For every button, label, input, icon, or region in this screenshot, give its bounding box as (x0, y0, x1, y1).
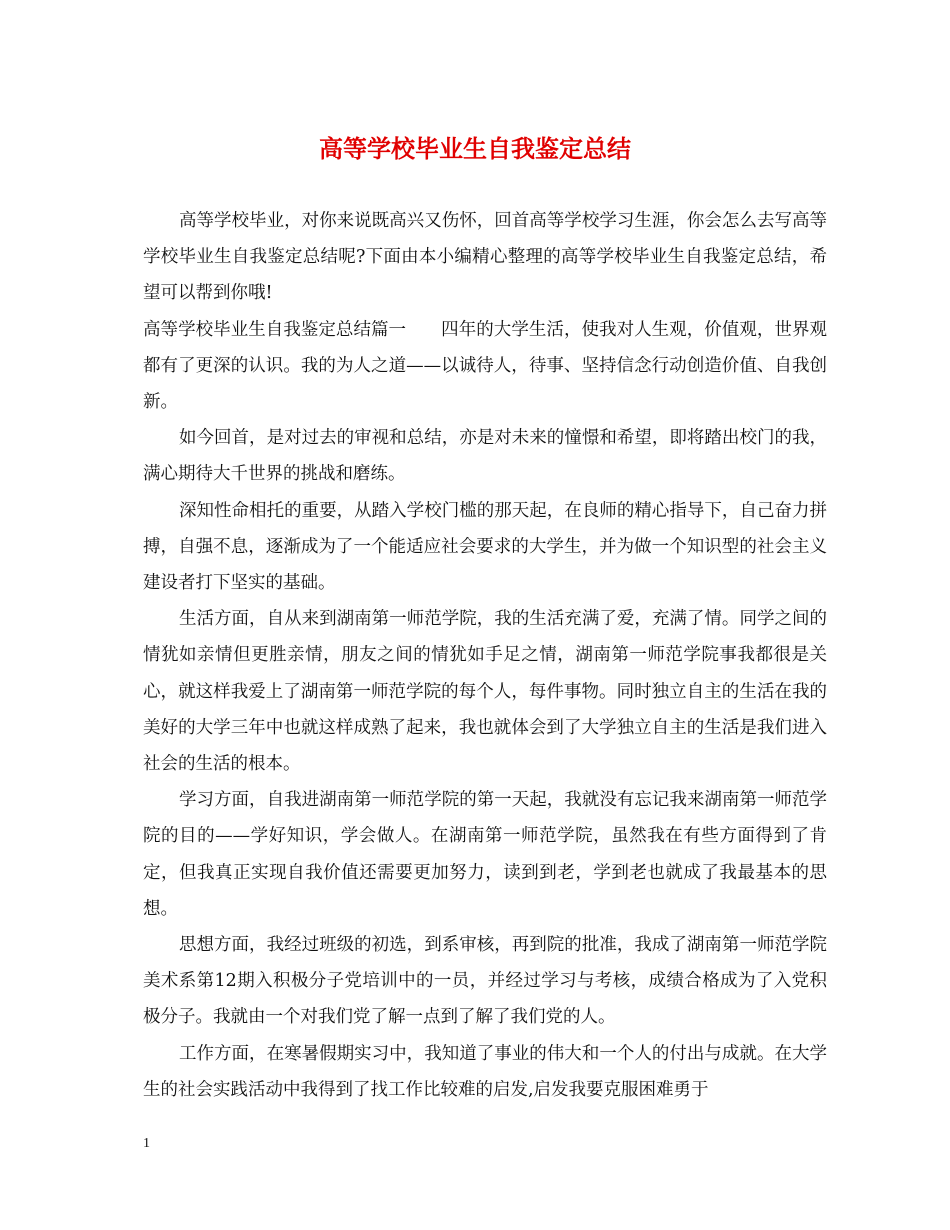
paragraph-reflection: 如今回首，是对过去的审视和总结，亦是对未来的憧憬和希望，即将踏出校门的我，满心期待大千世界的挑战和磨练。 (143, 428, 827, 485)
document-body (143, 203, 827, 1108)
paragraph-growth: 深知性命相托的重要，从踏入学校门槛的那天起，在良师的精心指导下，自己奋力拼搏，自强不息，逐渐成为了一个能适应社会要求的大学生，并为做一个知识型的社会主义建设者打下坚实的基础。 (143, 500, 827, 594)
page-title: 高等学校毕业生自我鉴定总结 (319, 135, 631, 163)
paragraph-intro: 高等学校毕业，对你来说既高兴又伤怀，回首高等学校学习生涯，你会怎么去写高等学校毕业生自我鉴定总结呢?下面由本小编精心整理的高等学校毕业生自我鉴定总结，希望可以帮到你哦! (143, 211, 827, 304)
paragraph-study: 学习方面，自我进湖南第一师范学院的第一天起，我就没有忘记我来湖南第一师范学院的目的——学好知识，学会做人。在湖南第一师范学院，虽然我在有些方面得到了肯定，但我真正实现自我价值还需要更加努力，读到到老，学到老也就成了我最基本的思想。 (143, 790, 827, 919)
paragraph-work: 工作方面，在寒暑假期实习中，我知道了事业的伟大和一个人的付出与成就。在大学生的社会实践活动中我得到了找工作比较难的启发,启发我要克服困难勇于 (143, 1043, 827, 1100)
paragraph-section-one: 高等学校毕业生自我鉴定总结篇一 四年的大学生活，使我对人生观，价值观，世界观都有了更深的认识。我的为人之道——以诚待人，待事、坚持信念行动创造价值、自我创新。 (143, 319, 827, 413)
paragraph-life: 生活方面，自从来到湖南第一师范学院，我的生活充满了爱，充满了情。同学之间的情犹如亲情但更胜亲情，朋友之间的情犹如手足之情，湖南第一师范学院事我都很是关心，就这样我爱上了湖南第一师范学院的每个人，每件事物。同时独立自主的生活在我的美好的大学三年中也就这样成熟了起来，我也就体会到了大学独立自主的生活是我们进入社会的生活的根本。 (143, 609, 827, 775)
page-number: 1 (143, 1136, 150, 1151)
paragraph-thought: 思想方面，我经过班级的初选，到系审核，再到院的批准，我成了湖南第一师范学院美术系第12期入积极分子党培训中的一员，并经过学习与考核，成绩合格成为了入党积极分子。我就由一个对我们党了解一点到了解了我们党的人。 (143, 935, 827, 1028)
